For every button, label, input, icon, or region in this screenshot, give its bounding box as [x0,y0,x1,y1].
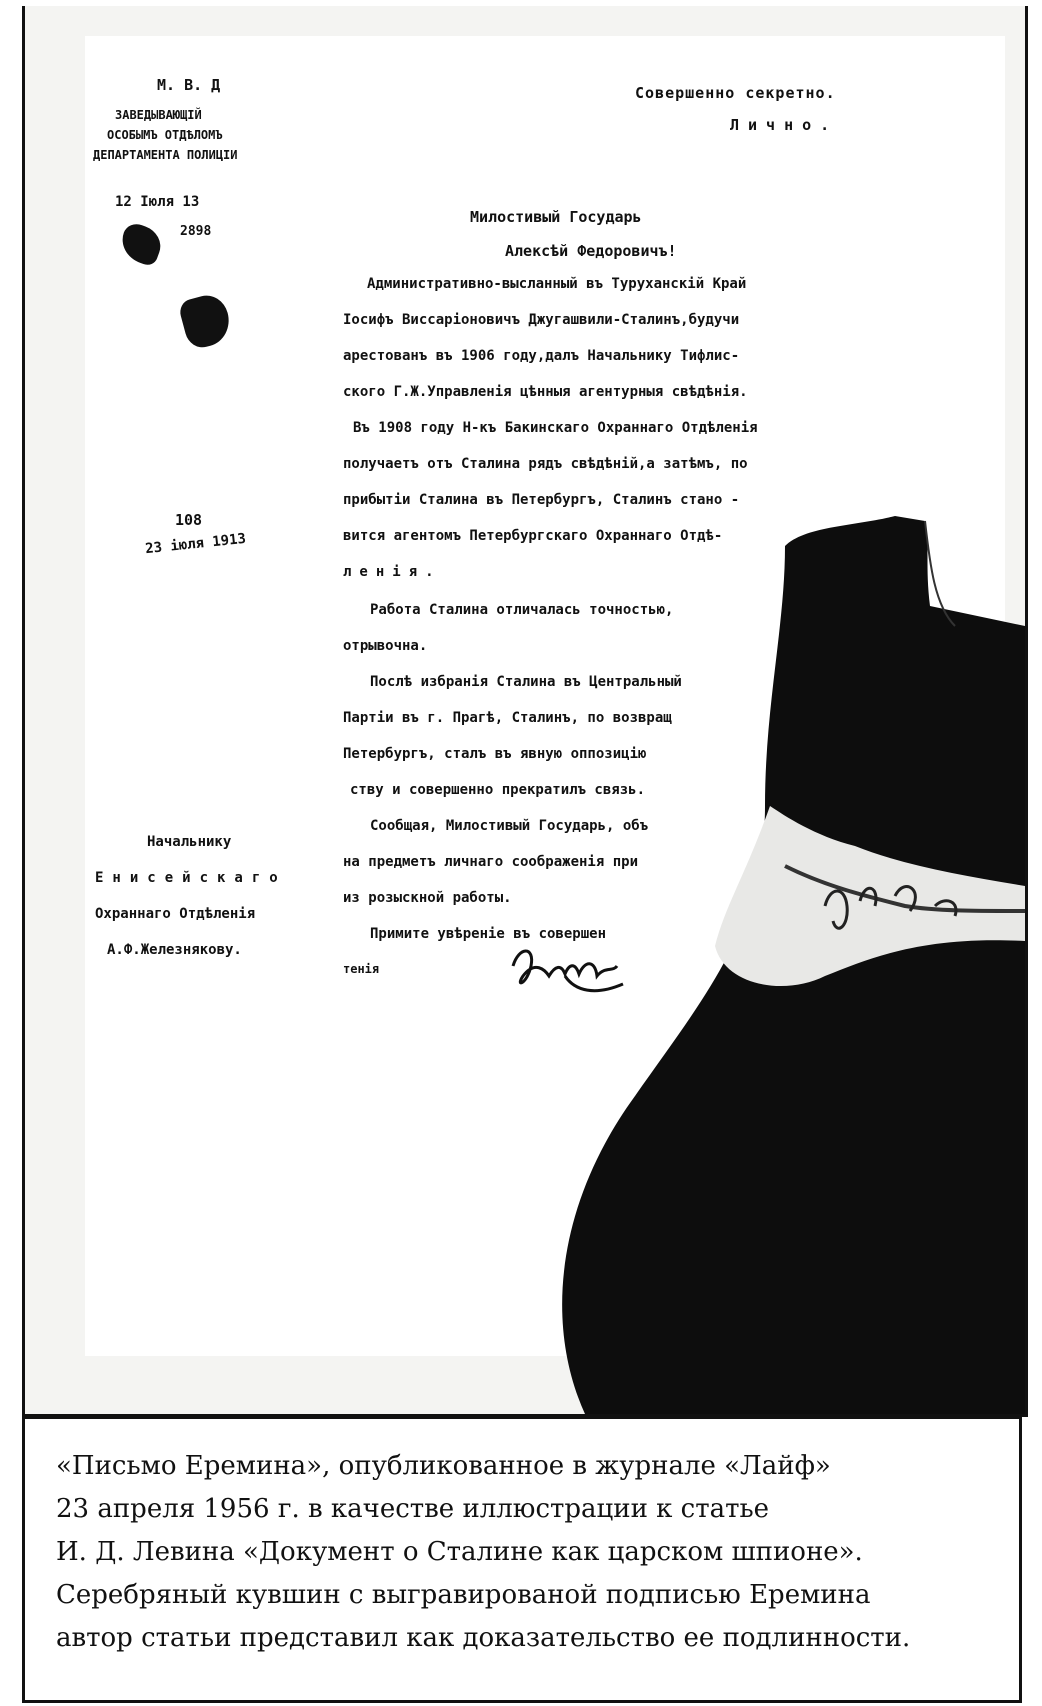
letter-header-office: ЗАВЕДЫВАЮЩІЙ [115,108,202,122]
letter-body-line: арестованъ въ 1906 году,далъ Начальнику Тифлис- [343,348,740,364]
letter-body-line: ству и совершенно прекратилъ связь. [350,782,646,798]
letter-body-line: Послѣ избранія Сталина въ Центральный [370,674,682,690]
letter-body-line: прибытіи Сталина въ Петербургъ, Сталинъ стано - [343,492,740,508]
caption-line: Серебряный кувшин с выгравированой подписью Еремина [56,1580,871,1610]
caption-line: 23 апреля 1956 г. в качестве иллюстрации к статье [56,1494,770,1524]
letter-header-secret: Совершенно секретно. [635,84,836,102]
addressee-line: Начальнику [147,834,232,850]
caption-line: автор статьи представил как доказательство ее подлинности. [56,1623,911,1653]
letter-body-line: Іосифъ Виссаріоновичъ Джугашвили-Сталинъ,будучи [343,312,740,328]
registry-date: 23 іюля 1913 [144,530,247,558]
letter-body-line: вится агентомъ Петербургскаго Охраннаго Отдѣ- [343,528,723,544]
letter-body-line: Въ 1908 году Н-къ Бакинскаго Охраннаго Отдѣленія [353,420,758,436]
document-photograph [22,6,1028,1417]
letter-body-line: Сообщая, Милостивый Государь, объ [370,818,649,834]
letter-header-personal: Лично. [730,116,839,134]
addressee-line: Енисейскаго [95,870,287,886]
registry-number: 108 [175,511,203,529]
addressee-line: Охраннаго Отдѣленія [95,906,256,922]
letter-body-line: ского Г.Ж.Управленія цѣнныя агентурныя свѣдѣнія. [343,384,748,400]
letter-body-line: Административно-высланный въ Туруханскій Край [367,276,747,292]
letter-body-line: на предметъ личнаго соображенія при [343,854,639,870]
letter-body-line: из розыскной работы. [343,890,512,906]
letter-body-line: Работа Сталина отличалась точностью, [370,602,674,618]
letter-header-number: 2898 [180,224,212,239]
caption-line: И. Д. Левина «Документ о Сталине как царском шпионе». [56,1537,863,1567]
bottom-border [22,1700,1022,1703]
letter-header-dept: ОСОБЫМЪ ОТДѢЛОМЪ [107,128,223,142]
letter-body-line: ленія. [343,564,442,580]
letter-body-line: Примите увѣреніе въ совершен [370,926,607,942]
silver-jug [25,6,1025,1414]
letter-header-ministry: М. В. Д [157,76,221,94]
letter-body-line: тенія [343,962,380,976]
letter-body-line: получаетъ отъ Сталина рядъ свѣдѣній,а затѣмъ, по [343,456,748,472]
caption [56,1445,1016,1660]
letter-salutation-1: Милостивый Государь [470,208,642,226]
letter-body-line: отрывочна. [343,638,428,654]
letter-header-date: 12 Іюля 13 [115,194,200,210]
letter-body-line: Партіи въ г. Прагѣ, Сталинъ, по возвращ [343,710,672,726]
caption-line: «Письмо Еремина», опубликованное в журнале «Лайф» [56,1451,831,1481]
letter-header-police: ДЕПАРТАМЕНТА ПОЛИЦІИ [93,148,238,162]
letter-salutation-2: Алексѣй Федоровичъ! [505,242,677,260]
letter-body-line: Петербургъ, сталъ въ явную оппозицію [343,746,647,762]
addressee-line: А.Ф.Железнякову. [107,942,242,958]
